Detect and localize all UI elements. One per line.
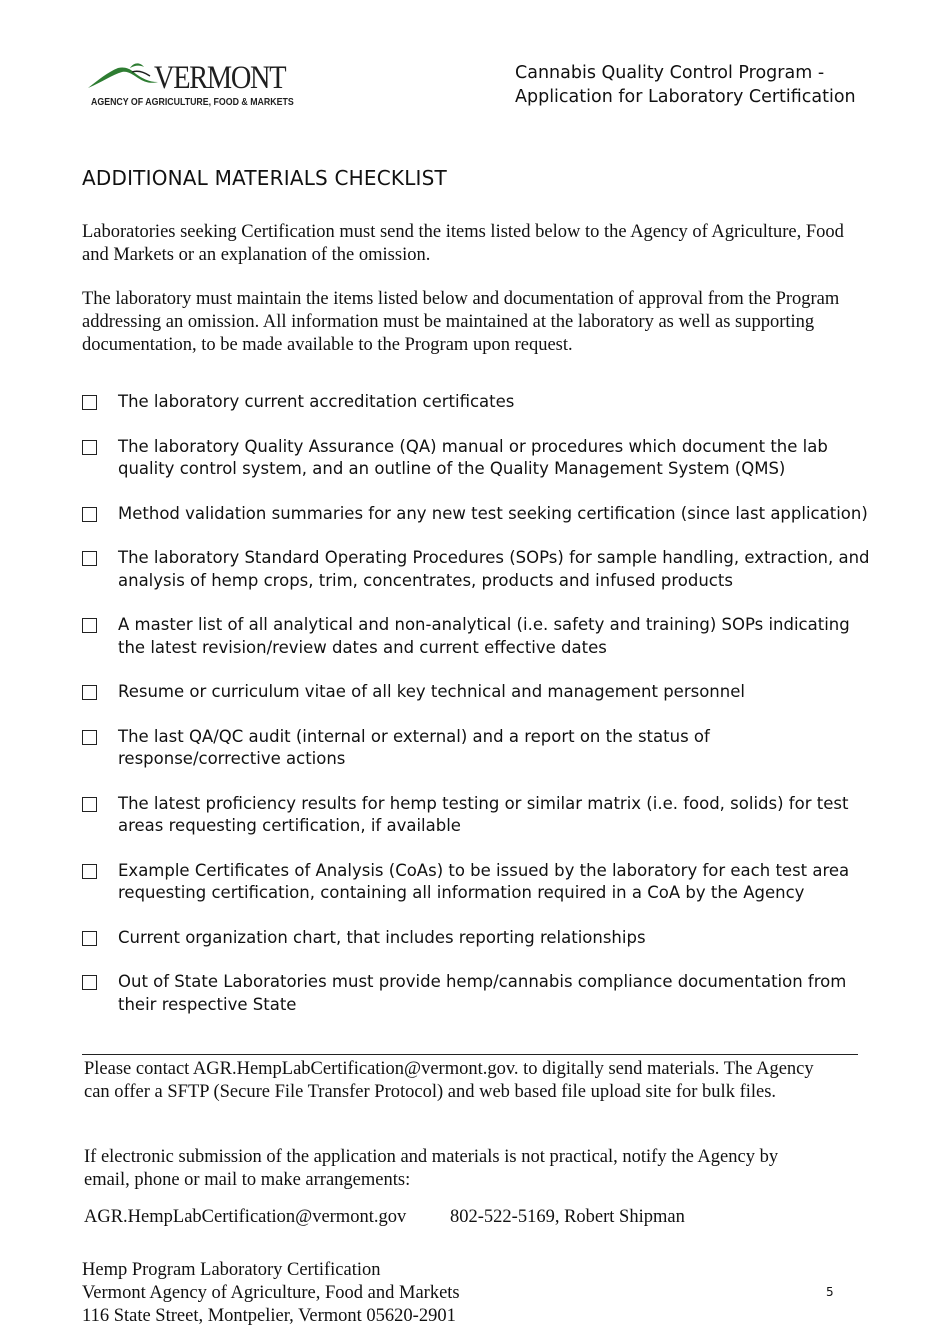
checklist-item-label: Resume or curriculum vitae of all key technical and management personnel (118, 682, 745, 701)
page-title: ADDITIONAL MATERIALS CHECKLIST (82, 166, 447, 190)
footer-line1: Hemp Program Laboratory Certification (82, 1260, 381, 1280)
checkbox[interactable] (82, 931, 97, 946)
checkbox[interactable] (82, 551, 97, 566)
checklist-item (82, 436, 872, 481)
page-footer (82, 1259, 460, 1328)
checklist-item-label: A master list of all analytical and non-analytical (i.e. safety and training) SOPs indicating the latest revision/review dates and current effective dates (118, 615, 850, 657)
alternate-submission-paragraph: If electronic submission of the application and materials is not practical, notify the Agency by email, phone or mail to make arrangements: (84, 1147, 779, 1190)
logo-wordmark: VERMONT (154, 60, 286, 96)
checkbox[interactable] (82, 440, 97, 455)
checkbox[interactable] (82, 864, 97, 879)
checkbox[interactable] (82, 797, 97, 812)
page-number: 5 (826, 1285, 834, 1299)
section-divider (82, 1054, 858, 1055)
footer-line3: 116 State Street, Montpelier, Vermont 05620-2901 (82, 1306, 456, 1326)
checklist-item (82, 793, 872, 838)
contact-phone: 802-522-5169, Robert Shipman (450, 1207, 685, 1227)
materials-checklist (82, 391, 872, 1038)
checklist-item (82, 927, 872, 950)
checklist-item-label: The last QA/QC audit (internal or external) and a report on the status of response/corrective actions (118, 726, 710, 768)
contact-paragraph: Please contact AGR.HempLabCertification@vermont.gov. to digitally send materials. The Agency can offer a SFTP (Secure File Transfer Protocol) and web based file upload site for bulk files. (84, 1059, 814, 1102)
header-title-line1: Cannabis Quality Control Program - (515, 63, 825, 83)
checkbox[interactable] (82, 618, 97, 633)
checkbox[interactable] (82, 685, 97, 700)
checklist-item (82, 503, 872, 526)
checklist-item (82, 726, 872, 771)
checklist-item-label: Example Certificates of Analysis (CoAs) to be issued by the laboratory for each test area requesting certification, containing all information required in a CoA by the Agency (118, 860, 850, 902)
document-header-title (515, 61, 856, 109)
checklist-item (82, 547, 872, 592)
logo-agency-text: AGENCY OF AGRICULTURE, FOOD & MARKETS (91, 97, 294, 108)
checklist-item (82, 391, 872, 414)
checklist-item-label: The laboratory Standard Operating Procedures (SOPs) for sample handling, extraction, and analysis of hemp crops, trim, concentrates, products and infused products (118, 548, 870, 590)
contact-email[interactable]: AGR.HempLabCertification@vermont.gov (84, 1207, 407, 1227)
checkbox[interactable] (82, 507, 97, 522)
vermont-agency-logo (86, 58, 301, 114)
header-title-line2: Application for Laboratory Certification (515, 87, 856, 107)
checklist-item-label: The laboratory current accreditation certificates (118, 392, 515, 411)
intro-paragraph-2: The laboratory must maintain the items listed below and documentation of approval from the Program addressing an omission. All information must be maintained at the laboratory as well as supporting documentation, to be made available to the Program upon request. (82, 289, 840, 355)
checklist-item-label: Method validation summaries for any new test seeking certification (since last application) (118, 503, 868, 523)
checklist-item-label: Out of State Laboratories must provide hemp/cannabis compliance documentation from their respective State (118, 972, 847, 1014)
intro-paragraph-1: Laboratories seeking Certification must send the items listed below to the Agency of Agriculture, Food and Markets or an explanation of the omission. (82, 222, 844, 265)
checklist-item-label: The laboratory Quality Assurance (QA) manual or procedures which document the lab quality control system, and an outline of the Quality Management System (QMS) (118, 436, 828, 478)
checklist-item-label: The latest proficiency results for hemp testing or similar matrix (i.e. food, solids) for test areas requesting certification, if available (118, 793, 849, 835)
checklist-item (82, 860, 872, 905)
checklist-item (82, 681, 872, 704)
checkbox[interactable] (82, 395, 97, 410)
checkbox[interactable] (82, 730, 97, 745)
checklist-item (82, 614, 872, 659)
checklist-item (82, 971, 872, 1016)
checklist-item-label: Current organization chart, that includes reporting relationships (118, 927, 646, 947)
checkbox[interactable] (82, 975, 97, 990)
footer-line2: Vermont Agency of Agriculture, Food and Markets (82, 1283, 460, 1303)
